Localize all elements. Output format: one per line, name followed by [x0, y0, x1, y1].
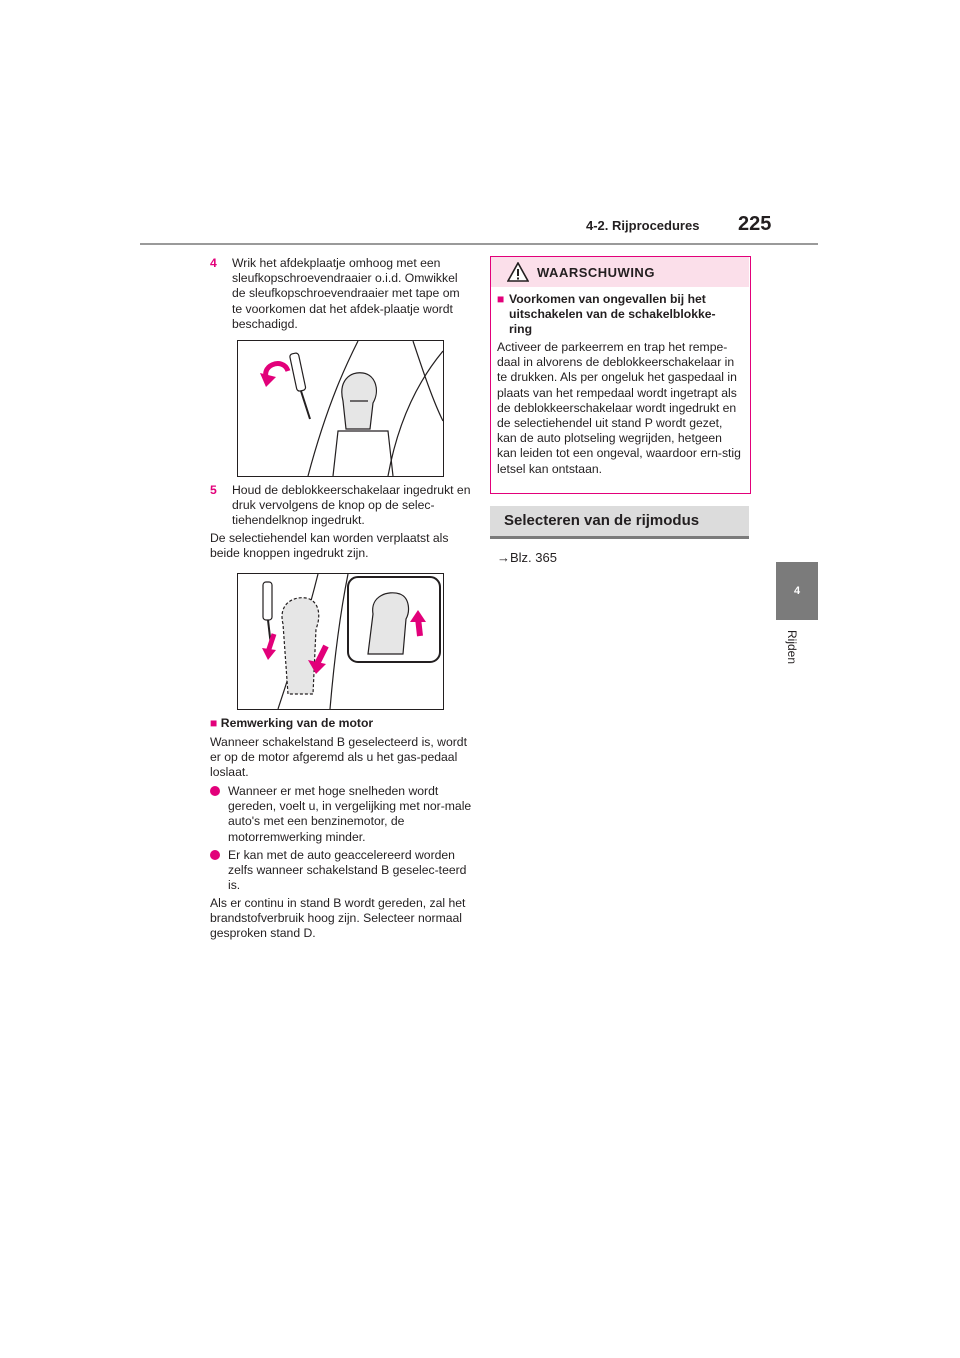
step-4: [210, 256, 472, 332]
page-reference-link[interactable]: →Blz. 365: [497, 550, 557, 565]
engine-brake-intro: Wanneer schakelstand B geselecteerd is, wordt er op de motor afgeremd als u het gas-pedaal loslaat.: [210, 735, 467, 780]
header-divider: [140, 243, 818, 245]
engine-brake-heading: [210, 716, 373, 730]
section-heading: Selecteren van de rijmodus: [504, 512, 700, 529]
shift-cover-illustration: [237, 340, 444, 477]
step-text: Houd de deblokkeerschakelaar ingedrukt en druk vervolgens de knop op de selec-tiehendelknop ingedrukt.: [232, 483, 471, 528]
square-bullet-icon: ■: [497, 292, 505, 306]
warning-subtitle: [497, 292, 737, 338]
page-number: 225: [738, 213, 772, 235]
warning-title: WAARSCHUWING: [537, 265, 655, 280]
bullet-text: Wanneer er met hoge snelheden wordt gereden, voelt u, in vergelijking met nor-male auto's met een benzinemotor, de motorremwerking minder.: [228, 784, 472, 844]
heading-text: Remwerking van de motor: [220, 716, 374, 730]
warning-subtitle-text: Voorkomen van ongevallen bij het uitschakelen van de schakelblokke-ring: [509, 292, 716, 337]
shift-knob-icon: [238, 574, 443, 709]
chapter-label: Rijden: [785, 630, 799, 665]
bullet-icon: [210, 786, 220, 796]
bullet-text: Er kan met de auto geaccelereerd worden zelfs wanneer schakelstand B geselec-teerd is.: [228, 848, 467, 893]
release-button-illustration: [237, 573, 444, 710]
section-title: 4-2. Rijprocedures: [586, 218, 700, 233]
chapter-tab[interactable]: 4: [776, 562, 818, 620]
step-number: 4: [210, 256, 217, 270]
list-item: [210, 848, 472, 894]
list-item: [210, 784, 472, 845]
step-5-note: De selectiehendel kan worden verplaatst als beide knoppen ingedrukt zijn.: [210, 531, 449, 561]
bullet-icon: [210, 850, 220, 860]
engine-brake-closing: Als er continu in stand B wordt gereden, zal het brandstofverbruik hoog zijn. Selecteer normaal gesproken stand D.: [210, 896, 466, 941]
step-5: [210, 483, 472, 529]
step-text: Wrik het afdekplaatje omhoog met een sleufkopschroevendraaier o.i.d. Omwikkel de sleufkopschroevendraaier met tape om te voorkomen dat het afdek-plaatje wordt beschadigd.: [232, 256, 460, 331]
step-number: 5: [210, 483, 217, 497]
warning-text: Activeer de parkeerrem en trap het rempe-daal in alvorens de deblokkeerschakelaar in te drukken. Als per ongeluk het gaspedaal in plaats van het rempedaal wordt ingetrapt als de deblokkeerschakelaar wordt ingedrukt en de selectiehendel uit stand P wordt gezet, kan de auto plotseling wegrijden, hetgeen kan leiden tot een ongeval, waardoor ern-stig letsel kan ontstaan.: [497, 340, 741, 476]
warning-triangle-icon: [507, 262, 529, 282]
square-bullet-icon: ■: [210, 716, 218, 730]
screwdriver-cover-icon: [238, 341, 443, 476]
